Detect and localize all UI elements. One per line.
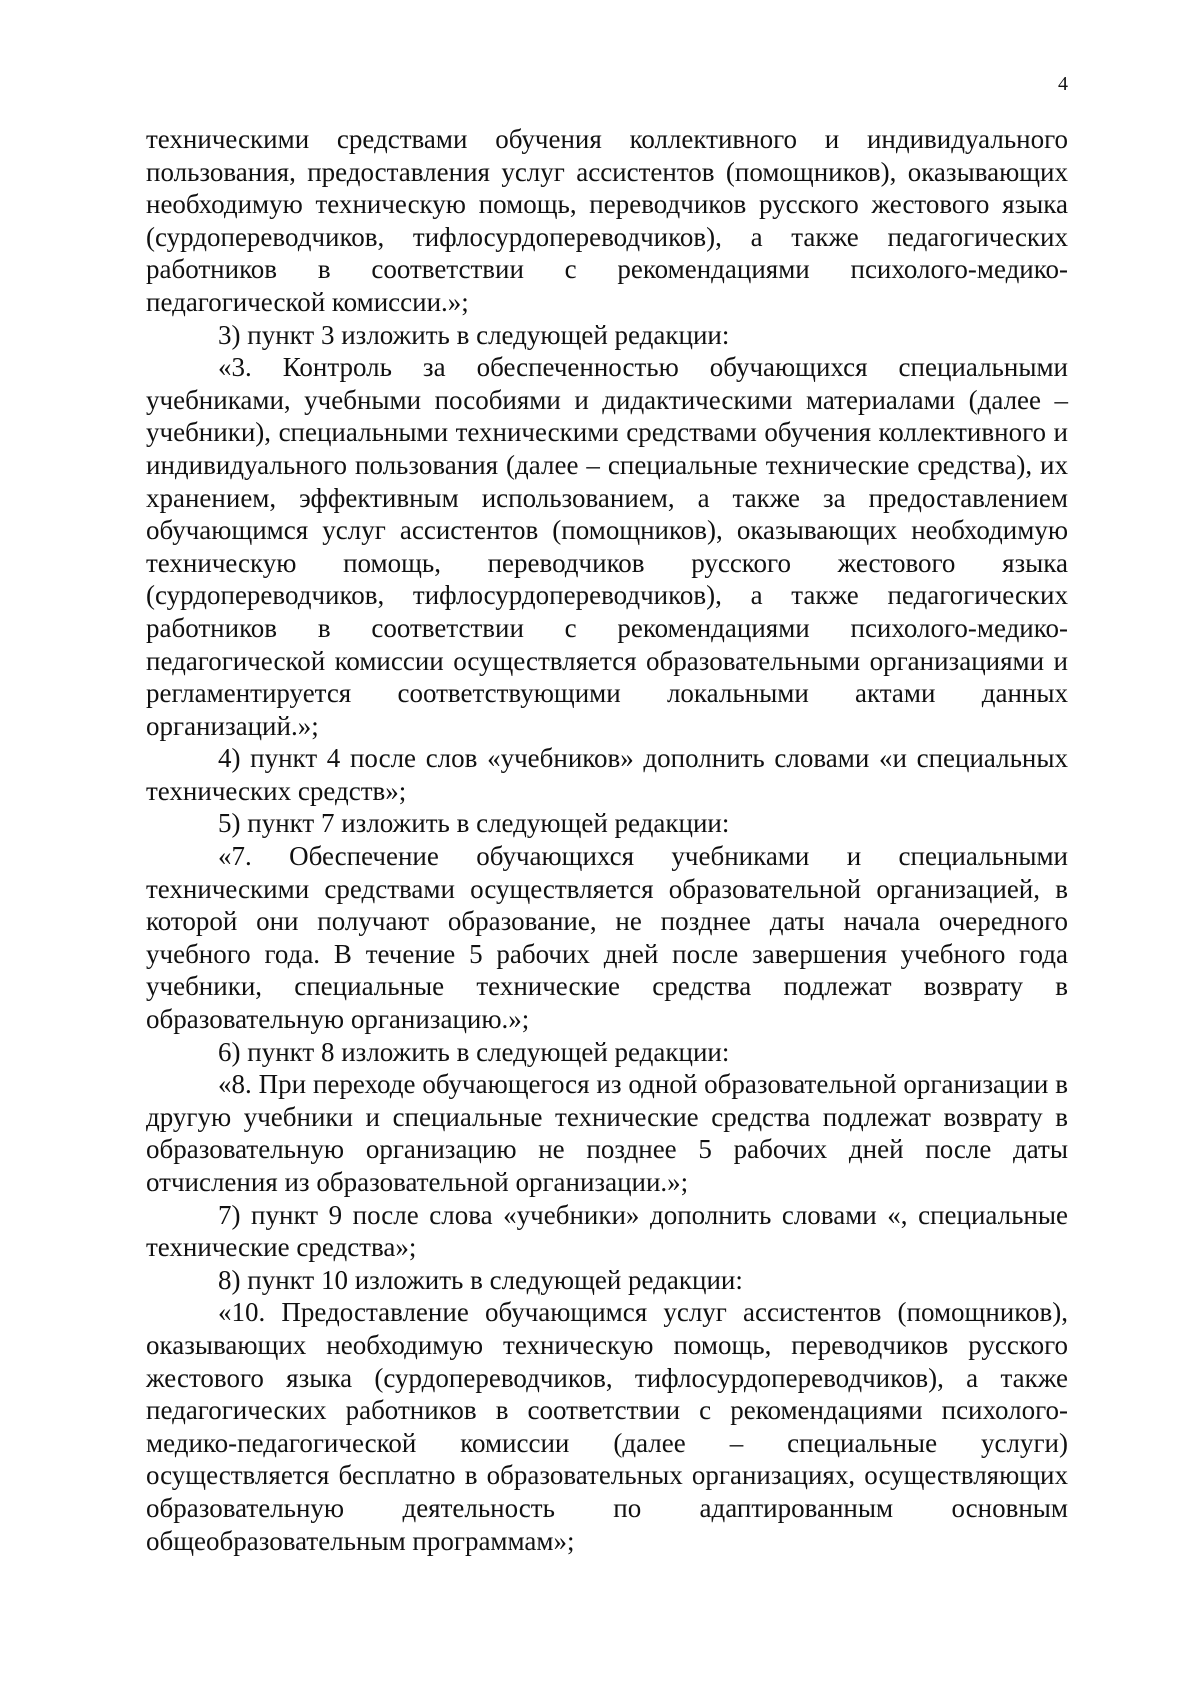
paragraph-point-7: «7. Обеспечение обучающихся учебниками и специальными техническими средствами осуществляется образовательной организацией, в которой они получают образование, не позднее даты начала очередного учебного года. В течение 5 рабочих дней после завершения учебного года учебники, специальные технические средства подлежат возврату в образовательную организацию.»; — [146, 841, 1068, 1035]
paragraph-item-3-intro: 3) пункт 3 изложить в следующей редакции: — [218, 319, 730, 350]
paragraph-item-7: 7) пункт 9 после слова «учебники» дополнить словами «, специальные технические средства»; — [146, 1199, 1068, 1263]
paragraph-point-8: «8. При переходе обучающегося из одной образовательной организации в другую учебники и специальные технические средства подлежат возврату в образовательную организацию не позднее 5 рабочих дней после даты отчисления из образовательной организации.»; — [146, 1069, 1068, 1197]
paragraph-item-8-intro: 8) пункт 10 изложить в следующей редакции: — [218, 1264, 743, 1295]
paragraph-item-6-intro: 6) пункт 8 изложить в следующей редакции: — [218, 1036, 730, 1067]
paragraph-continuation: техническими средствами обучения коллективного и индивидуального пользования, предоставления услуг ассистентов (помощников), оказывающих необходимую техническую помощь, переводчиков русского жестового языка (сурдопереводчиков, тифлосурдопереводчиков), а также педагогических работников в соответствии с рекомендациями психолого-медико-педагогической комиссии.»; — [146, 124, 1068, 317]
paragraph-item-4: 4) пункт 4 после слов «учебников» дополнить словами «и специальных технических средств»; — [146, 743, 1068, 806]
paragraph-point-10: «10. Предоставление обучающимся услуг ассистентов (помощников), оказывающих необходимую техническую помощь, переводчиков русского жестового языка (сурдопереводчиков, тифлосурдопереводчиков), а также педагогических работников в соответствии с рекомендациями психолого-медико-педагогической комиссии (далее – специальные услуги) осуществляется бесплатно в образовательных организациях, осуществляющих образовательную деятельность по адаптированным основным общеобразовательным программам»; — [146, 1297, 1068, 1556]
document-body — [146, 123, 1068, 1557]
paragraph-item-5-intro: 5) пункт 7 изложить в следующей редакции: — [218, 808, 730, 839]
page-number: 4 — [1058, 73, 1068, 95]
paragraph-point-3: «3. Контроль за обеспеченностью обучающихся специальными учебниками, учебными пособиями и дидактическими материалами (далее – учебники), специальными техническими средствами обучения коллективного и индивидуального пользования (далее – специальные технические средства), их хранением, эффективным использованием, а также за предоставлением обучающимся услуг ассистентов (помощников), оказывающих необходимую техническую помощь, переводчиков русского жестового языка (сурдопереводчиков, тифлосурдопереводчиков), а также педагогических работников в соответствии с рекомендациями психолого-медико-педагогической комиссии осуществляется образовательными организациями и регламентируется соответствующими локальными актами данных организаций.»; — [146, 352, 1068, 741]
